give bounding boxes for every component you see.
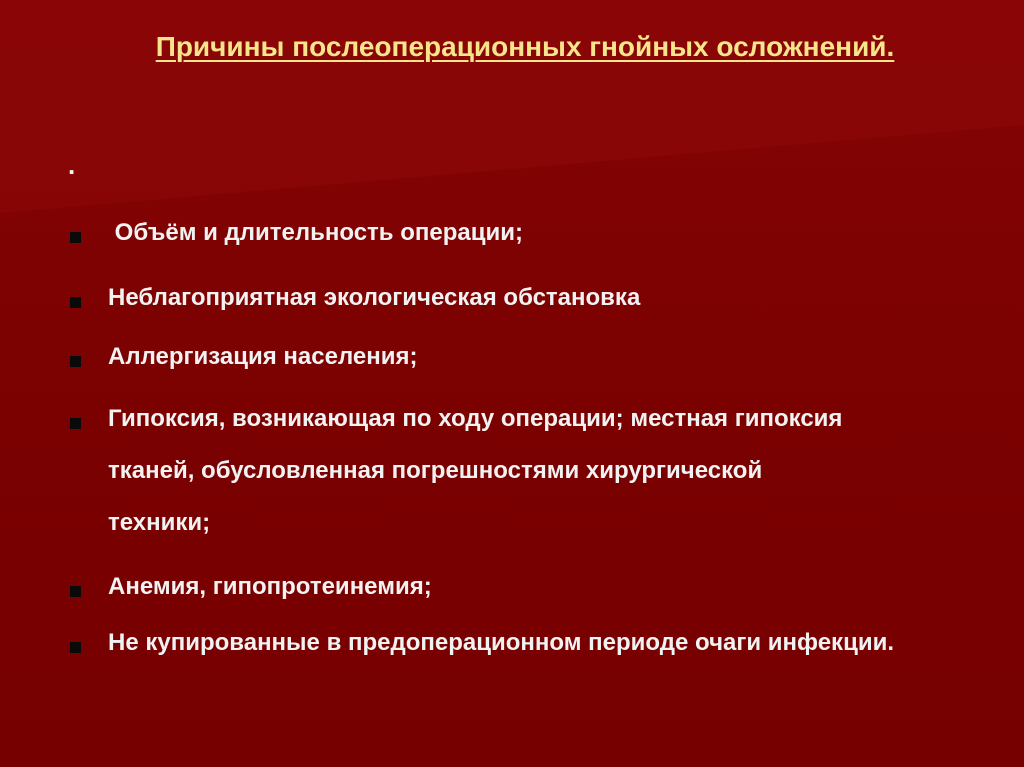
square-bullet-icon	[70, 232, 81, 243]
bullet-text: Аллергизация населения;	[108, 343, 418, 370]
square-bullet-icon	[70, 356, 81, 367]
bullet-item	[70, 630, 930, 669]
bullet-text: Не купированные в предоперационном периоде очаги инфекции.	[108, 629, 894, 656]
square-bullet-icon	[70, 586, 81, 597]
square-bullet-icon	[70, 642, 81, 653]
bullet-text: Объём и длительность операции;	[108, 219, 523, 246]
bullet-text: Анемия, гипопротеинемия;	[108, 573, 432, 600]
stray-dot: .	[68, 150, 76, 180]
slide-title	[120, 28, 930, 66]
bullet-item	[70, 344, 950, 383]
bullet-item	[70, 406, 870, 549]
bullet-item	[70, 285, 950, 324]
bullet-item	[70, 574, 950, 613]
square-bullet-icon	[70, 297, 81, 308]
bullet-text: Гипоксия, возникающая по ходу операции; местная гипоксия тканей, обусловленная погрешностями хирургической техники;	[108, 405, 843, 536]
bullet-text: Неблагоприятная экологическая обстановка	[108, 284, 641, 311]
slide-title-text: Причины послеоперационных гнойных осложнений.	[155, 31, 895, 62]
bullet-item	[70, 220, 950, 259]
square-bullet-icon	[70, 418, 81, 429]
